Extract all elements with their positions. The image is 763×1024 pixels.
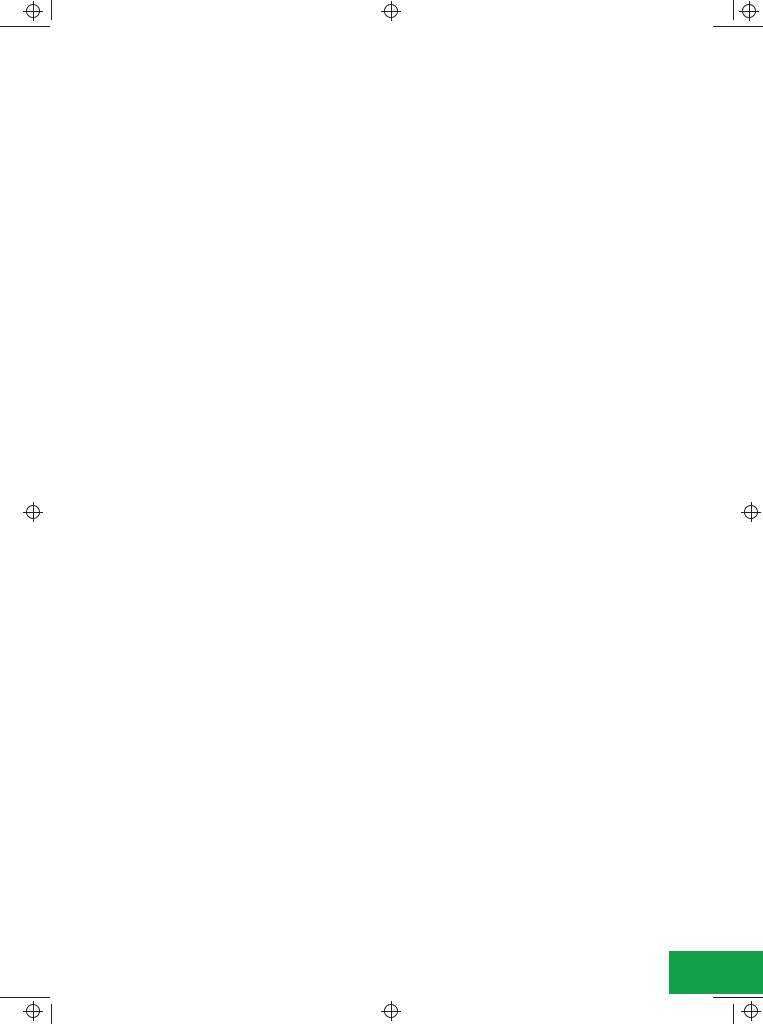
left-column-bottom — [130, 829, 367, 836]
registration-mark-top-center — [384, 4, 398, 18]
registration-mark-bottom-left — [26, 1004, 40, 1018]
page-number-box — [669, 951, 763, 994]
crop-mark — [51, 0, 52, 20]
registration-mark-bottom-right — [744, 1004, 758, 1018]
registration-mark-right-mid — [744, 505, 758, 519]
crop-mark — [713, 997, 763, 998]
crop-mark — [713, 26, 763, 27]
crop-mark — [0, 26, 50, 27]
left-column — [130, 205, 367, 227]
registration-mark-top-right — [742, 4, 756, 18]
crop-mark — [0, 997, 50, 998]
crop-mark — [51, 1004, 52, 1024]
registration-mark-top-left — [26, 4, 40, 18]
crop-mark — [733, 0, 734, 20]
registration-mark-left-mid — [26, 505, 40, 519]
registration-mark-bottom-center — [384, 1004, 398, 1018]
crop-mark — [733, 1004, 734, 1024]
